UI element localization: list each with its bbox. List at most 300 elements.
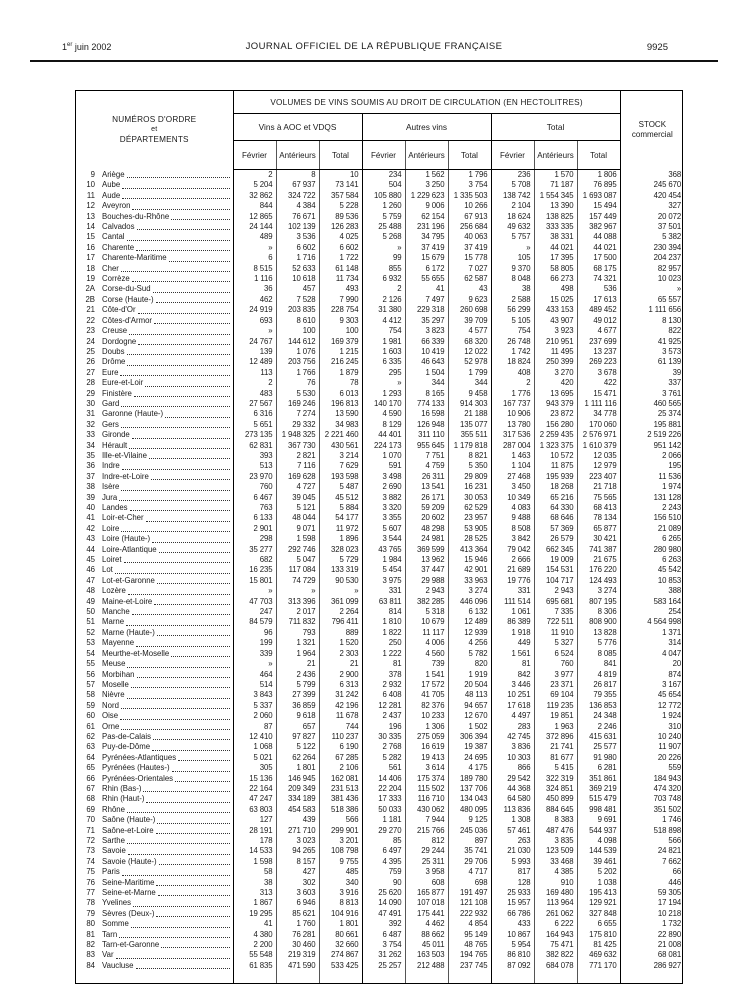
value-stock: 131 128 (620, 493, 683, 503)
value-total-fevrier: 842 (491, 670, 534, 680)
table-row (76, 191, 683, 201)
value-total-total: 39 461 (577, 857, 620, 867)
row-header-line2: et (151, 126, 158, 134)
value-total-fevrier: 2 666 (491, 555, 534, 565)
dot-leader (120, 375, 229, 376)
department-cell (76, 347, 233, 357)
value-autres-total: 191 497 (448, 888, 491, 898)
department-number: 46 (86, 565, 95, 575)
value-total-total: 237 699 (577, 337, 620, 347)
value-autres-fevrier: 14 406 (362, 774, 405, 784)
value-autres-anterieurs: 37 419 (405, 243, 448, 253)
dot-leader (146, 521, 230, 522)
value-total-fevrier: 3 842 (491, 534, 534, 544)
filler-cell (491, 971, 534, 984)
value-aoc-total: 796 411 (319, 617, 362, 627)
value-autres-anterieurs: 45 011 (405, 940, 448, 950)
value-aoc-fevrier: 36 (233, 284, 276, 294)
department-name: Tarn-et-Garonne (102, 940, 160, 950)
value-autres-fevrier: 814 (362, 607, 405, 617)
department-name: Manche (102, 607, 130, 617)
table-row (76, 274, 683, 284)
value-autres-total: 21 188 (448, 409, 491, 419)
value-total-anterieurs: 760 (534, 659, 577, 669)
value-aoc-total: 5 487 (319, 482, 362, 492)
department-name: Rhône (102, 804, 125, 814)
value-aoc-fevrier: 199 (233, 638, 276, 648)
value-aoc-total: 231 513 (319, 784, 362, 794)
value-stock: 2 243 (620, 503, 683, 513)
value-total-fevrier: 754 (491, 326, 534, 336)
value-autres-anterieurs: 3 614 (405, 763, 448, 773)
value-total-total: 536 (577, 284, 620, 294)
department-number: 67 (86, 783, 95, 793)
value-total-total: 81 425 (577, 940, 620, 950)
dot-leader (131, 687, 230, 688)
department-cell (76, 638, 233, 648)
value-aoc-total: 216 245 (319, 357, 362, 367)
value-autres-fevrier: 754 (362, 326, 405, 336)
value-aoc-anterieurs: 48 044 (276, 513, 319, 523)
value-aoc-anterieurs: 471 590 (276, 961, 319, 971)
value-autres-total: 4 256 (448, 638, 491, 648)
value-autres-fevrier: 2 (362, 284, 405, 294)
value-total-anterieurs: 19 009 (534, 555, 577, 565)
value-aoc-total: 1 520 (319, 638, 362, 648)
department-number: 18 (86, 263, 95, 273)
department-name: Dordogne (102, 336, 137, 346)
value-total-anterieurs: 3 835 (534, 836, 577, 846)
value-aoc-anterieurs: 8 610 (276, 316, 319, 326)
value-aoc-fevrier: 1 867 (233, 898, 276, 908)
value-autres-fevrier: 2 768 (362, 742, 405, 752)
value-autres-fevrier: 224 173 (362, 441, 405, 451)
department-name: Loire-Atlantique (102, 544, 157, 554)
value-aoc-anterieurs: 2 017 (276, 607, 319, 617)
table-row (76, 378, 683, 388)
department-name: Cher (102, 263, 119, 273)
department-number: 69 (86, 804, 95, 814)
value-autres-fevrier: 5 268 (362, 232, 405, 242)
value-autres-anterieurs: 231 196 (405, 222, 448, 232)
value-autres-anterieurs: 165 877 (405, 888, 448, 898)
value-autres-total: 12 022 (448, 347, 491, 357)
dot-leader (122, 469, 230, 470)
value-aoc-fevrier: 313 (233, 888, 276, 898)
value-autres-anterieurs: 4 560 (405, 649, 448, 659)
value-stock: » (620, 284, 683, 294)
department-number: 62 (86, 731, 95, 741)
value-total-total: 21 675 (577, 555, 620, 565)
table-row (76, 357, 683, 367)
value-total-total: 12 979 (577, 461, 620, 471)
table-row (76, 659, 683, 669)
value-total-anterieurs: 450 899 (534, 794, 577, 804)
value-autres-fevrier: 196 (362, 722, 405, 732)
value-total-total: 78 134 (577, 513, 620, 523)
table-row (76, 867, 683, 877)
dot-leader (121, 271, 230, 272)
dot-leader (151, 479, 230, 480)
value-autres-fevrier: 504 (362, 180, 405, 190)
value-total-total: 1 693 087 (577, 191, 620, 201)
dot-leader (126, 625, 229, 626)
value-autres-fevrier: 1 603 (362, 347, 405, 357)
value-autres-anterieurs: 10 233 (405, 711, 448, 721)
value-autres-anterieurs: 229 318 (405, 305, 448, 315)
department-name: Marne (Haute-) (102, 627, 155, 637)
value-aoc-total: 3 201 (319, 836, 362, 846)
dot-leader (136, 646, 229, 647)
filler-cell (577, 971, 620, 984)
department-number: 37 (86, 471, 95, 481)
value-total-fevrier: 2 (491, 378, 534, 388)
table-row (76, 701, 683, 711)
dot-leader (137, 229, 230, 230)
value-autres-fevrier: 6 487 (362, 930, 405, 940)
department-name: Savoie (Haute-) (102, 856, 157, 866)
value-total-total: 65 877 (577, 524, 620, 534)
value-autres-anterieurs: 163 503 (405, 950, 448, 960)
value-autres-anterieurs: 1 306 (405, 722, 448, 732)
department-name: Mayenne (102, 638, 135, 648)
department-cell (76, 409, 233, 419)
value-autres-anterieurs: 116 710 (405, 794, 448, 804)
value-autres-anterieurs: 1 562 (405, 170, 448, 181)
value-total-fevrier: 317 536 (491, 430, 534, 440)
value-aoc-fevrier: 32 862 (233, 191, 276, 201)
table-row (76, 711, 683, 721)
department-name: Jura (102, 492, 118, 502)
value-aoc-total: 78 (319, 378, 362, 388)
value-aoc-total: 42 196 (319, 701, 362, 711)
value-autres-fevrier: 17 333 (362, 794, 405, 804)
value-autres-fevrier: » (362, 378, 405, 388)
value-total-anterieurs: 6 222 (534, 919, 577, 929)
value-aoc-total: 133 319 (319, 565, 362, 575)
department-name: Seine-Maritime (102, 877, 155, 887)
department-number: 26 (86, 357, 95, 367)
value-total-anterieurs: 58 805 (534, 264, 577, 274)
value-total-fevrier: 817 (491, 867, 534, 877)
dot-leader (172, 771, 230, 772)
value-autres-fevrier: 44 401 (362, 430, 405, 440)
value-total-anterieurs: 722 511 (534, 617, 577, 627)
value-aoc-anterieurs: 29 332 (276, 420, 319, 430)
value-autres-fevrier: 105 880 (362, 191, 405, 201)
wine-volumes-table (75, 90, 683, 984)
value-total-total: 175 810 (577, 930, 620, 940)
value-stock: 518 898 (620, 826, 683, 836)
department-name: Saône (Haute-) (102, 815, 156, 825)
value-aoc-total: 340 (319, 878, 362, 888)
value-total-fevrier: 13 780 (491, 420, 534, 430)
value-autres-anterieurs: 1 504 (405, 368, 448, 378)
value-aoc-anterieurs: 454 583 (276, 805, 319, 815)
department-number: 77 (86, 888, 95, 898)
value-autres-fevrier: 759 (362, 867, 405, 877)
value-total-total: 13 237 (577, 347, 620, 357)
value-autres-anterieurs: 13 541 (405, 482, 448, 492)
value-total-total: 24 348 (577, 711, 620, 721)
department-cell (76, 420, 233, 430)
value-aoc-fevrier: » (233, 586, 276, 596)
department-number: 75 (86, 867, 95, 877)
value-aoc-total: 2 264 (319, 607, 362, 617)
department-cell (76, 316, 233, 326)
value-total-total: 17 500 (577, 253, 620, 263)
value-aoc-fevrier: 127 (233, 815, 276, 825)
department-cell (76, 909, 233, 919)
value-total-anterieurs: 333 335 (534, 222, 577, 232)
department-cell (76, 784, 233, 794)
value-aoc-fevrier: 6 316 (233, 409, 276, 419)
value-total-fevrier: 408 (491, 368, 534, 378)
department-number: 28 (86, 378, 95, 388)
value-aoc-total: 9 303 (319, 316, 362, 326)
department-number: 30 (86, 398, 95, 408)
department-number: 57 (86, 679, 95, 689)
value-aoc-fevrier: 2 060 (233, 711, 276, 721)
table-row (76, 368, 683, 378)
value-aoc-fevrier: 273 135 (233, 430, 276, 440)
table-row (76, 805, 683, 815)
group-header-aoc-vdqs: Vins à AOC et VDQS (233, 114, 362, 141)
subcol-total-anterieurs: Antérieurs (534, 141, 577, 170)
value-stock: 6 265 (620, 534, 683, 544)
header-divider (30, 60, 718, 62)
dot-leader (132, 438, 230, 439)
value-autres-total: 480 095 (448, 805, 491, 815)
value-autres-fevrier: » (362, 243, 405, 253)
dot-leader (169, 261, 230, 262)
table-row (76, 482, 683, 492)
value-aoc-fevrier: 2 (233, 170, 276, 181)
dot-leader (145, 386, 229, 387)
department-cell (76, 826, 233, 836)
department-number: 35 (86, 450, 95, 460)
value-stock: 822 (620, 326, 683, 336)
department-name: Lozère (102, 586, 126, 596)
value-aoc-total: 73 141 (319, 180, 362, 190)
value-total-total: 4 677 (577, 326, 620, 336)
department-number: 38 (86, 482, 95, 492)
value-total-fevrier: 138 742 (491, 191, 534, 201)
value-aoc-fevrier: 24 919 (233, 305, 276, 315)
value-aoc-fevrier: 178 (233, 836, 276, 846)
value-autres-anterieurs: 6 172 (405, 264, 448, 274)
value-total-anterieurs: 13 695 (534, 389, 577, 399)
value-total-fevrier: 18 824 (491, 357, 534, 367)
value-autres-fevrier: 43 765 (362, 545, 405, 555)
value-aoc-fevrier: 15 801 (233, 576, 276, 586)
value-total-fevrier: 449 (491, 638, 534, 648)
department-number: 73 (86, 846, 95, 856)
department-name: Loiret (102, 555, 122, 565)
department-name: Isère (102, 482, 120, 492)
value-autres-anterieurs: 25 311 (405, 857, 448, 867)
value-autres-fevrier: 392 (362, 919, 405, 929)
value-autres-anterieurs: 275 059 (405, 732, 448, 742)
value-aoc-fevrier: 27 567 (233, 399, 276, 409)
value-autres-total: 260 698 (448, 305, 491, 315)
value-stock: 3 573 (620, 347, 683, 357)
table-row (76, 649, 683, 659)
filler-row (76, 971, 683, 984)
value-aoc-anterieurs: 169 246 (276, 399, 319, 409)
department-cell (76, 232, 233, 242)
value-autres-anterieurs: 37 447 (405, 565, 448, 575)
department-cell (76, 284, 233, 294)
value-aoc-total: 5 228 (319, 201, 362, 211)
dot-leader (153, 292, 230, 293)
table-row (76, 399, 683, 409)
value-total-total: 5 776 (577, 638, 620, 648)
value-total-anterieurs: 4 385 (534, 867, 577, 877)
value-autres-anterieurs: 41 705 (405, 690, 448, 700)
value-total-anterieurs: 372 896 (534, 732, 577, 742)
value-aoc-anterieurs: 367 730 (276, 441, 319, 451)
value-total-fevrier: 10 906 (491, 409, 534, 419)
value-total-fevrier: 86 389 (491, 617, 534, 627)
table-row (76, 628, 683, 638)
value-autres-anterieurs: 20 602 (405, 513, 448, 523)
value-autres-anterieurs: 311 110 (405, 430, 448, 440)
table-row (76, 597, 683, 607)
value-total-fevrier: 263 (491, 836, 534, 846)
value-total-anterieurs: 65 216 (534, 493, 577, 503)
table-row (76, 305, 683, 315)
value-autres-total: 189 780 (448, 774, 491, 784)
stock-header-line1: STOCK (638, 120, 667, 130)
value-total-anterieurs: 104 717 (534, 576, 577, 586)
subcol-autres-total: Total (448, 141, 491, 170)
value-autres-total: 9 623 (448, 295, 491, 305)
department-cell (76, 191, 233, 201)
table-row (76, 212, 683, 222)
department-cell (76, 711, 233, 721)
value-autres-fevrier: 1 222 (362, 649, 405, 659)
department-name: Calvados (102, 222, 135, 232)
value-stock: 280 980 (620, 545, 683, 555)
department-name: Finistère (102, 388, 132, 398)
value-aoc-anterieurs: 8 157 (276, 857, 319, 867)
value-autres-fevrier: 1 181 (362, 815, 405, 825)
value-aoc-total: 13 590 (319, 409, 362, 419)
value-total-fevrier: 113 836 (491, 805, 534, 815)
value-autres-fevrier: 81 (362, 659, 405, 669)
department-name: Gard (102, 398, 120, 408)
value-total-anterieurs: 195 939 (534, 472, 577, 482)
value-aoc-anterieurs: » (276, 586, 319, 596)
value-total-total: 3 274 (577, 586, 620, 596)
value-autres-fevrier: 855 (362, 264, 405, 274)
department-cell (76, 503, 233, 513)
value-total-fevrier: 26 748 (491, 337, 534, 347)
value-aoc-fevrier: » (233, 243, 276, 253)
value-aoc-anterieurs: 169 628 (276, 472, 319, 482)
value-stock: 874 (620, 670, 683, 680)
value-autres-total: 48 765 (448, 940, 491, 950)
value-total-total: 157 449 (577, 212, 620, 222)
value-stock: 11 907 (620, 742, 683, 752)
value-total-total: 998 481 (577, 805, 620, 815)
department-cell (76, 524, 233, 534)
table-row (76, 534, 683, 544)
table-row (76, 337, 683, 347)
value-stock: 1 111 656 (620, 305, 683, 315)
value-autres-anterieurs: 26 171 (405, 493, 448, 503)
table-row (76, 326, 683, 336)
table-row (76, 670, 683, 680)
value-autres-total: 237 745 (448, 961, 491, 971)
value-total-fevrier: 4 083 (491, 503, 534, 513)
value-aoc-anterieurs: 292 746 (276, 545, 319, 555)
table-row (76, 389, 683, 399)
value-total-fevrier: 57 461 (491, 826, 534, 836)
value-autres-anterieurs: 212 488 (405, 961, 448, 971)
department-number: 40 (86, 503, 95, 512)
table-row (76, 753, 683, 763)
value-total-anterieurs: 13 390 (534, 201, 577, 211)
dot-leader (120, 719, 229, 720)
department-number: 66 (86, 773, 95, 783)
value-aoc-total: 2 106 (319, 763, 362, 773)
value-autres-total: 29 809 (448, 472, 491, 482)
department-name: Charente-Maritime (102, 253, 167, 263)
value-aoc-total: 2 221 460 (319, 430, 362, 440)
department-cell (76, 482, 233, 492)
value-stock: 351 502 (620, 805, 683, 815)
value-autres-total: 137 706 (448, 784, 491, 794)
value-autres-fevrier: 378 (362, 670, 405, 680)
value-aoc-anterieurs: 117 084 (276, 565, 319, 575)
value-total-fevrier: 1 776 (491, 389, 534, 399)
table-row (76, 774, 683, 784)
value-aoc-total: 889 (319, 628, 362, 638)
value-autres-total: 256 684 (448, 222, 491, 232)
value-autres-fevrier: 30 335 (362, 732, 405, 742)
value-autres-anterieurs: 41 (405, 284, 448, 294)
value-aoc-fevrier: 1 598 (233, 857, 276, 867)
value-autres-fevrier: 3 355 (362, 513, 405, 523)
value-autres-total: 52 978 (448, 357, 491, 367)
department-name: Marne (102, 617, 125, 627)
dot-leader (129, 448, 229, 449)
value-autres-total: 39 709 (448, 316, 491, 326)
dot-leader (127, 365, 229, 366)
value-aoc-anterieurs: 5 799 (276, 680, 319, 690)
value-total-fevrier: 10 349 (491, 493, 534, 503)
value-autres-fevrier: 14 090 (362, 898, 405, 908)
value-aoc-total: 54 177 (319, 513, 362, 523)
value-aoc-fevrier: 1 068 (233, 742, 276, 752)
value-total-anterieurs: 119 235 (534, 701, 577, 711)
value-total-anterieurs: 322 319 (534, 774, 577, 784)
value-total-fevrier: 1 104 (491, 461, 534, 471)
value-total-fevrier: 287 004 (491, 441, 534, 451)
department-number: 22 (86, 315, 95, 325)
value-aoc-fevrier: 47 247 (233, 794, 276, 804)
date-ordinal: er (67, 42, 73, 48)
value-aoc-total: 61 148 (319, 264, 362, 274)
value-aoc-fevrier: 113 (233, 368, 276, 378)
value-autres-total: 10 266 (448, 201, 491, 211)
value-aoc-anterieurs: 76 281 (276, 930, 319, 940)
value-autres-total: 306 394 (448, 732, 491, 742)
value-total-anterieurs: 64 330 (534, 503, 577, 513)
value-stock: 1 371 (620, 628, 683, 638)
